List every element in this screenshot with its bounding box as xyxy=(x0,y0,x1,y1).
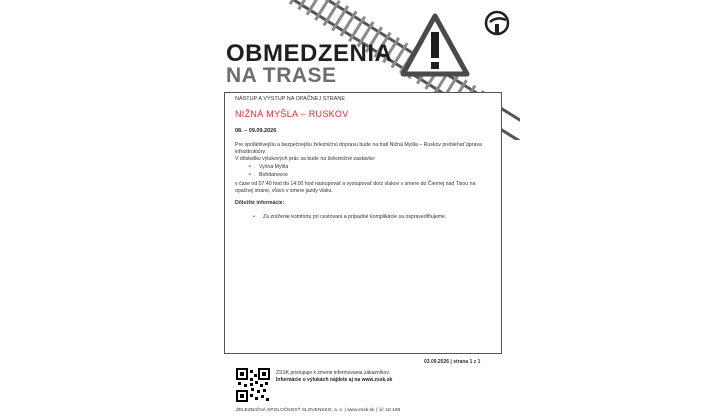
page-title: OBMEDZENIA xyxy=(226,40,393,67)
important-heading: Dôležité informácie: xyxy=(235,200,285,206)
footer-date-page: 03.09.2026 | strana 1 z 1 xyxy=(424,359,481,365)
footer-text-block xyxy=(252,0,512,420)
paragraph-stops-intro: V dôsledku výlukových prác sa bude na železničné zastávke: xyxy=(235,156,376,162)
stop-item: • Bohdanovce xyxy=(259,172,288,178)
poster xyxy=(212,0,520,420)
footer-link-note: Informácie o výlukách nájdete aj na www.zssk.sk xyxy=(276,377,393,383)
paragraph-time: v čase od 07:40 hod do 14:00 hod nastupovať a vystupovať do/z vlakov v smere do Čiernej nad Tisou na opačnej strane, vľavo v smere jazdy vlaku. xyxy=(235,181,476,194)
stop-item: • Vyšná Myšla xyxy=(259,164,288,170)
footer-note: ZSSK pristupuje k zmene informovania zákazníkov. xyxy=(276,370,390,376)
section-label: NÁSTUP A VÝSTUP NA OPAČNEJ STRANE xyxy=(235,96,346,102)
important-item: • Za zníženie komfortu pri cestovaní a prípadné komplikácie sa ospravedlňujeme. xyxy=(263,214,446,220)
route-name: NIŽNÁ MYŠLA – RUSKOV xyxy=(235,109,349,119)
date-range: 08. – 09.09.2026 xyxy=(235,128,277,134)
company-line: ŽELEZNIČNÁ SPOLOČNOSŤ SLOVENSKO, a. s. | www.zssk.sk | ☏ 18 188 xyxy=(236,408,401,413)
page-subtitle: NA TRASE xyxy=(226,64,337,87)
paragraph-intro: Pre spoľahlivejšiu a bezpečnejšiu železničnú dopravu bude na trati Nižná Myšla – Ruskov prebiehať úprava infraštruktúry. xyxy=(235,142,482,155)
